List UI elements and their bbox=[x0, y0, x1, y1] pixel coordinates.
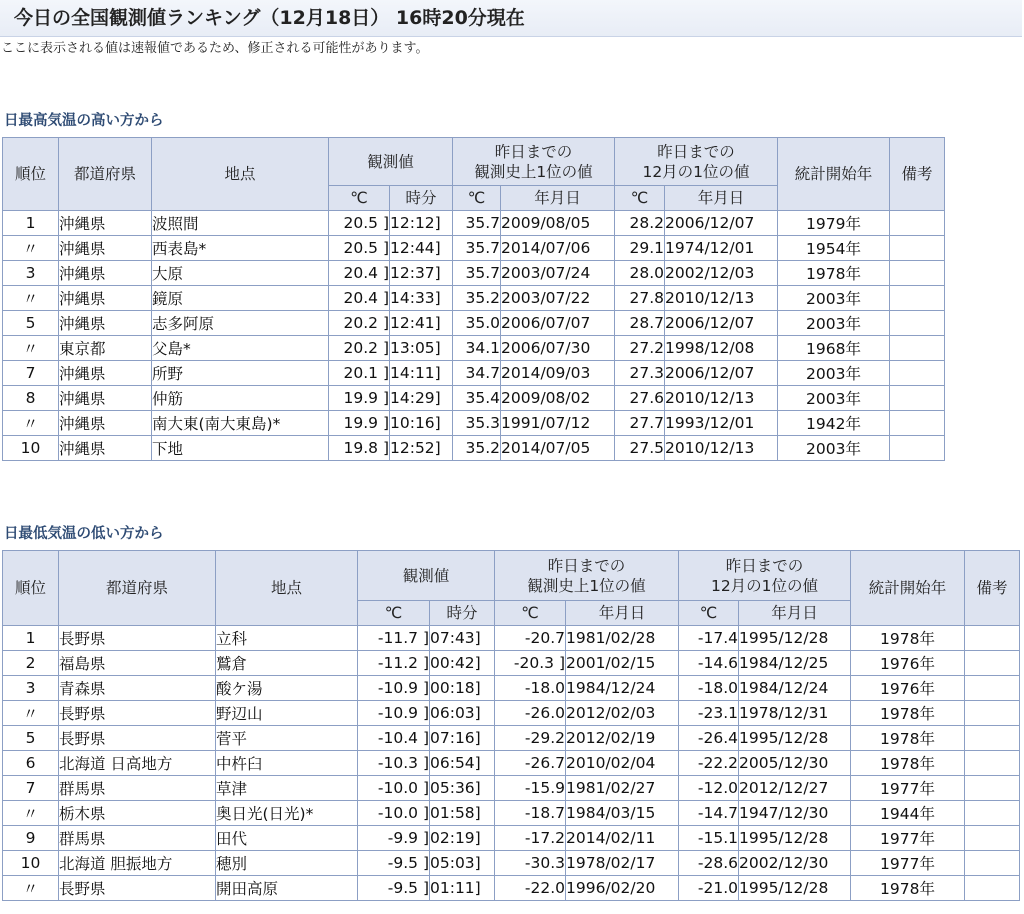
observed-time-cell: 12:52] bbox=[390, 436, 453, 461]
since-year-cell: 1976年 bbox=[851, 676, 965, 701]
observed-value-cell: -10.3 ] bbox=[358, 751, 430, 776]
header-all-date: 年月日 bbox=[501, 186, 615, 211]
since-year-cell: 1977年 bbox=[851, 776, 965, 801]
rank-cell: 10 bbox=[3, 851, 59, 876]
table-row bbox=[3, 676, 1020, 701]
observed-time-cell: 12:44] bbox=[390, 236, 453, 261]
record-all-date-cell: 1981/02/27 bbox=[566, 776, 679, 801]
record-month-value-cell: 28.0 bbox=[615, 261, 665, 286]
observed-time-cell: 02:19] bbox=[430, 826, 495, 851]
record-month-value-cell: -14.6 bbox=[679, 651, 739, 676]
record-all-value-cell: 34.7 bbox=[453, 361, 501, 386]
observed-time-cell: 06:54] bbox=[430, 751, 495, 776]
prefecture-cell: 長野県 bbox=[59, 701, 216, 726]
observed-value-cell: 20.4 ] bbox=[329, 286, 390, 311]
record-all-value-cell: -18.0 bbox=[495, 676, 566, 701]
since-year-cell: 1954年 bbox=[778, 236, 890, 261]
rank-cell: 9 bbox=[3, 826, 59, 851]
rank-cell: 5 bbox=[3, 726, 59, 751]
remarks-cell bbox=[890, 361, 945, 386]
observed-time-cell: 13:05] bbox=[390, 336, 453, 361]
rank-cell: 3 bbox=[3, 261, 59, 286]
record-month-value-cell: -17.4 bbox=[679, 626, 739, 651]
table-row bbox=[3, 801, 1020, 826]
record-month-value-cell: -26.4 bbox=[679, 726, 739, 751]
record-all-value-cell: 34.1 bbox=[453, 336, 501, 361]
record-all-date-cell: 1981/02/28 bbox=[566, 626, 679, 651]
rank-cell: 3 bbox=[3, 676, 59, 701]
record-month-value-cell: -21.0 bbox=[679, 876, 739, 901]
remarks-cell bbox=[890, 261, 945, 286]
prefecture-cell: 沖縄県 bbox=[59, 436, 152, 461]
table-row bbox=[3, 701, 1020, 726]
low-section-title: 日最低気温の低い方から bbox=[4, 526, 164, 542]
record-month-value-cell: -14.7 bbox=[679, 801, 739, 826]
rank-cell: 1 bbox=[3, 211, 59, 236]
header-month-date: 年月日 bbox=[739, 601, 851, 626]
record-month-value-cell: -28.6 bbox=[679, 851, 739, 876]
observed-value-cell: 20.1 ] bbox=[329, 361, 390, 386]
table-row bbox=[3, 626, 1020, 651]
header-observed: 観測値 bbox=[329, 138, 453, 186]
record-month-date-cell: 2005/12/30 bbox=[739, 751, 851, 776]
since-year-cell: 1942年 bbox=[778, 411, 890, 436]
record-all-value-cell: 35.4 bbox=[453, 386, 501, 411]
point-cell: 菅平 bbox=[216, 726, 358, 751]
record-month-date-cell: 1947/12/30 bbox=[739, 801, 851, 826]
record-all-value-cell: 35.7 bbox=[453, 236, 501, 261]
header-point: 地点 bbox=[216, 551, 358, 626]
observed-time-cell: 05:03] bbox=[430, 851, 495, 876]
record-month-date-cell: 2002/12/03 bbox=[665, 261, 778, 286]
observed-value-cell: -10.9 ] bbox=[358, 701, 430, 726]
record-month-date-cell: 1998/12/08 bbox=[665, 336, 778, 361]
remarks-cell bbox=[890, 236, 945, 261]
prefecture-cell: 群馬県 bbox=[59, 776, 216, 801]
rank-cell: 〃 bbox=[3, 411, 59, 436]
header-all-date: 年月日 bbox=[566, 601, 679, 626]
header-since: 統計開始年 bbox=[778, 138, 890, 211]
remarks-cell bbox=[890, 386, 945, 411]
rank-cell: 〃 bbox=[3, 701, 59, 726]
table-row bbox=[3, 751, 1020, 776]
record-all-value-cell: 35.3 bbox=[453, 411, 501, 436]
header-remarks: 備考 bbox=[965, 551, 1020, 626]
observed-value-cell: 20.2 ] bbox=[329, 336, 390, 361]
record-all-date-cell: 1978/02/17 bbox=[566, 851, 679, 876]
header-obs-deg: ℃ bbox=[329, 186, 390, 211]
rank-cell: 6 bbox=[3, 751, 59, 776]
record-all-value-cell: -26.7 bbox=[495, 751, 566, 776]
header-prefecture: 都道府県 bbox=[59, 138, 152, 211]
rank-cell: 8 bbox=[3, 386, 59, 411]
point-cell: 草津 bbox=[216, 776, 358, 801]
observed-time-cell: 12:37] bbox=[390, 261, 453, 286]
record-month-date-cell: 2006/12/07 bbox=[665, 211, 778, 236]
record-all-value-cell: -22.0 bbox=[495, 876, 566, 901]
record-all-value-cell: 35.7 bbox=[453, 261, 501, 286]
point-cell: 波照間 bbox=[152, 211, 329, 236]
record-all-date-cell: 2009/08/02 bbox=[501, 386, 615, 411]
table-row bbox=[3, 651, 1020, 676]
point-cell: 奥日光(日光)* bbox=[216, 801, 358, 826]
observed-value-cell: -10.0 ] bbox=[358, 776, 430, 801]
since-year-cell: 2003年 bbox=[778, 436, 890, 461]
observed-time-cell: 14:29] bbox=[390, 386, 453, 411]
header-record-month: 昨日までの 12月の1位の値 bbox=[679, 551, 851, 601]
observed-time-cell: 00:18] bbox=[430, 676, 495, 701]
record-month-date-cell: 1995/12/28 bbox=[739, 876, 851, 901]
record-month-value-cell: 27.3 bbox=[615, 361, 665, 386]
record-all-date-cell: 2003/07/22 bbox=[501, 286, 615, 311]
observed-time-cell: 14:33] bbox=[390, 286, 453, 311]
prefecture-cell: 沖縄県 bbox=[59, 236, 152, 261]
observed-time-cell: 14:11] bbox=[390, 361, 453, 386]
observed-value-cell: 20.5 ] bbox=[329, 211, 390, 236]
table-row bbox=[3, 336, 945, 361]
prefecture-cell: 福島県 bbox=[59, 651, 216, 676]
record-month-value-cell: -23.1 bbox=[679, 701, 739, 726]
record-month-value-cell: -22.2 bbox=[679, 751, 739, 776]
since-year-cell: 2003年 bbox=[778, 286, 890, 311]
observed-value-cell: -11.2 ] bbox=[358, 651, 430, 676]
header-prefecture: 都道府県 bbox=[59, 551, 216, 626]
observed-value-cell: -11.7 ] bbox=[358, 626, 430, 651]
record-all-date-cell: 1984/12/24 bbox=[566, 676, 679, 701]
since-year-cell: 1977年 bbox=[851, 826, 965, 851]
observed-value-cell: -9.5 ] bbox=[358, 851, 430, 876]
prefecture-cell: 沖縄県 bbox=[59, 286, 152, 311]
prefecture-cell: 栃木県 bbox=[59, 801, 216, 826]
record-all-date-cell: 2014/09/03 bbox=[501, 361, 615, 386]
observed-value-cell: 20.5 ] bbox=[329, 236, 390, 261]
observed-value-cell: 19.9 ] bbox=[329, 411, 390, 436]
point-cell: 父島* bbox=[152, 336, 329, 361]
record-month-date-cell: 1993/12/01 bbox=[665, 411, 778, 436]
prefecture-cell: 長野県 bbox=[59, 626, 216, 651]
observed-time-cell: 07:16] bbox=[430, 726, 495, 751]
rank-cell: 〃 bbox=[3, 801, 59, 826]
record-month-value-cell: -12.0 bbox=[679, 776, 739, 801]
observed-time-cell: 00:42] bbox=[430, 651, 495, 676]
since-year-cell: 1968年 bbox=[778, 336, 890, 361]
record-all-date-cell: 2012/02/19 bbox=[566, 726, 679, 751]
remarks-cell bbox=[965, 876, 1020, 901]
remarks-cell bbox=[965, 751, 1020, 776]
table-row bbox=[3, 261, 945, 286]
record-all-date-cell: 2006/07/30 bbox=[501, 336, 615, 361]
observed-time-cell: 07:43] bbox=[430, 626, 495, 651]
header-month-date: 年月日 bbox=[665, 186, 778, 211]
point-cell: 開田高原 bbox=[216, 876, 358, 901]
table-row bbox=[3, 436, 945, 461]
table-row bbox=[3, 851, 1020, 876]
record-all-date-cell: 1984/03/15 bbox=[566, 801, 679, 826]
table-row bbox=[3, 386, 945, 411]
record-month-date-cell: 1995/12/28 bbox=[739, 726, 851, 751]
record-all-date-cell: 2012/02/03 bbox=[566, 701, 679, 726]
rank-cell: 1 bbox=[3, 626, 59, 651]
high-section-title: 日最高気温の高い方から bbox=[4, 113, 164, 129]
notice-text: ここに表示される値は速報値であるため、修正される可能性があります。 bbox=[1, 41, 429, 56]
header-all-deg: ℃ bbox=[453, 186, 501, 211]
table-row bbox=[3, 726, 1020, 751]
record-month-date-cell: 1984/12/25 bbox=[739, 651, 851, 676]
prefecture-cell: 沖縄県 bbox=[59, 386, 152, 411]
observed-value-cell: 20.4 ] bbox=[329, 261, 390, 286]
record-month-value-cell: -15.1 bbox=[679, 826, 739, 851]
record-month-date-cell: 1995/12/28 bbox=[739, 826, 851, 851]
table-row bbox=[3, 236, 945, 261]
record-month-value-cell: 27.2 bbox=[615, 336, 665, 361]
record-month-date-cell: 2010/12/13 bbox=[665, 386, 778, 411]
rank-cell: 〃 bbox=[3, 286, 59, 311]
since-year-cell: 1978年 bbox=[851, 876, 965, 901]
table-row bbox=[3, 876, 1020, 901]
rank-cell: 5 bbox=[3, 311, 59, 336]
remarks-cell bbox=[965, 676, 1020, 701]
remarks-cell bbox=[890, 336, 945, 361]
remarks-cell bbox=[965, 826, 1020, 851]
observed-time-cell: 01:11] bbox=[430, 876, 495, 901]
record-month-date-cell: 1984/12/24 bbox=[739, 676, 851, 701]
header-observed: 観測値 bbox=[358, 551, 495, 601]
point-cell: 穂別 bbox=[216, 851, 358, 876]
record-all-date-cell: 1996/02/20 bbox=[566, 876, 679, 901]
observed-time-cell: 12:12] bbox=[390, 211, 453, 236]
low-temp-ranking-table bbox=[2, 550, 1020, 901]
record-all-date-cell: 2006/07/07 bbox=[501, 311, 615, 336]
observed-value-cell: -10.0 ] bbox=[358, 801, 430, 826]
rank-cell: 〃 bbox=[3, 236, 59, 261]
remarks-cell bbox=[965, 651, 1020, 676]
observed-value-cell: -9.5 ] bbox=[358, 876, 430, 901]
record-all-value-cell: -18.7 bbox=[495, 801, 566, 826]
record-all-value-cell: 35.2 bbox=[453, 286, 501, 311]
since-year-cell: 1978年 bbox=[851, 701, 965, 726]
rank-cell: 10 bbox=[3, 436, 59, 461]
remarks-cell bbox=[965, 626, 1020, 651]
header-since: 統計開始年 bbox=[851, 551, 965, 626]
record-all-date-cell: 2001/02/15 bbox=[566, 651, 679, 676]
page-title: 今日の全国観測値ランキング（12月18日） 16時20分現在 bbox=[0, 0, 1022, 37]
observed-time-cell: 01:58] bbox=[430, 801, 495, 826]
high-table-body bbox=[3, 211, 945, 461]
record-all-date-cell: 2014/07/05 bbox=[501, 436, 615, 461]
prefecture-cell: 東京都 bbox=[59, 336, 152, 361]
table-row bbox=[3, 211, 945, 236]
point-cell: 下地 bbox=[152, 436, 329, 461]
record-month-date-cell: 1995/12/28 bbox=[739, 626, 851, 651]
header-month-deg: ℃ bbox=[615, 186, 665, 211]
record-month-value-cell: 27.7 bbox=[615, 411, 665, 436]
record-all-value-cell: -15.9 bbox=[495, 776, 566, 801]
observed-value-cell: -9.9 ] bbox=[358, 826, 430, 851]
record-all-value-cell: -20.3 ] bbox=[495, 651, 566, 676]
record-month-date-cell: 2006/12/07 bbox=[665, 311, 778, 336]
record-month-value-cell: 28.7 bbox=[615, 311, 665, 336]
remarks-cell bbox=[965, 851, 1020, 876]
record-month-date-cell: 2002/12/30 bbox=[739, 851, 851, 876]
header-obs-deg: ℃ bbox=[358, 601, 430, 626]
point-cell: 田代 bbox=[216, 826, 358, 851]
prefecture-cell: 沖縄県 bbox=[59, 211, 152, 236]
remarks-cell bbox=[965, 701, 1020, 726]
record-all-date-cell: 2003/07/24 bbox=[501, 261, 615, 286]
remarks-cell bbox=[890, 411, 945, 436]
table-row bbox=[3, 776, 1020, 801]
record-all-date-cell: 2009/08/05 bbox=[501, 211, 615, 236]
header-rank: 順位 bbox=[3, 138, 59, 211]
rank-cell: 〃 bbox=[3, 336, 59, 361]
high-temp-ranking-table bbox=[2, 137, 945, 461]
header-month-deg: ℃ bbox=[679, 601, 739, 626]
observed-time-cell: 06:03] bbox=[430, 701, 495, 726]
table-row bbox=[3, 411, 945, 436]
prefecture-cell: 群馬県 bbox=[59, 826, 216, 851]
prefecture-cell: 沖縄県 bbox=[59, 361, 152, 386]
observed-value-cell: -10.9 ] bbox=[358, 676, 430, 701]
header-remarks: 備考 bbox=[890, 138, 945, 211]
since-year-cell: 1976年 bbox=[851, 651, 965, 676]
record-month-date-cell: 2006/12/07 bbox=[665, 361, 778, 386]
record-month-value-cell: -18.0 bbox=[679, 676, 739, 701]
since-year-cell: 1978年 bbox=[851, 726, 965, 751]
prefecture-cell: 沖縄県 bbox=[59, 411, 152, 436]
record-month-value-cell: 27.5 bbox=[615, 436, 665, 461]
record-all-date-cell: 1991/07/12 bbox=[501, 411, 615, 436]
observed-time-cell: 05:36] bbox=[430, 776, 495, 801]
record-all-value-cell: -29.2 bbox=[495, 726, 566, 751]
record-month-date-cell: 2010/12/13 bbox=[665, 436, 778, 461]
since-year-cell: 1944年 bbox=[851, 801, 965, 826]
record-all-date-cell: 2014/07/06 bbox=[501, 236, 615, 261]
header-all-deg: ℃ bbox=[495, 601, 566, 626]
observed-value-cell: 19.8 ] bbox=[329, 436, 390, 461]
record-month-date-cell: 2010/12/13 bbox=[665, 286, 778, 311]
point-cell: 野辺山 bbox=[216, 701, 358, 726]
record-month-date-cell: 2012/12/27 bbox=[739, 776, 851, 801]
prefecture-cell: 北海道 日高地方 bbox=[59, 751, 216, 776]
remarks-cell bbox=[965, 726, 1020, 751]
prefecture-cell: 長野県 bbox=[59, 726, 216, 751]
rank-cell: 7 bbox=[3, 776, 59, 801]
table-row bbox=[3, 826, 1020, 851]
rank-cell: 7 bbox=[3, 361, 59, 386]
point-cell: 中杵臼 bbox=[216, 751, 358, 776]
observed-value-cell: 19.9 ] bbox=[329, 386, 390, 411]
remarks-cell bbox=[965, 776, 1020, 801]
rank-cell: 2 bbox=[3, 651, 59, 676]
observed-time-cell: 10:16] bbox=[390, 411, 453, 436]
point-cell: 鏡原 bbox=[152, 286, 329, 311]
record-all-value-cell: -30.3 bbox=[495, 851, 566, 876]
point-cell: 西表島* bbox=[152, 236, 329, 261]
table-row bbox=[3, 361, 945, 386]
record-all-value-cell: -17.2 bbox=[495, 826, 566, 851]
since-year-cell: 1978年 bbox=[851, 751, 965, 776]
record-month-value-cell: 28.2 bbox=[615, 211, 665, 236]
since-year-cell: 1977年 bbox=[851, 851, 965, 876]
point-cell: 大原 bbox=[152, 261, 329, 286]
prefecture-cell: 北海道 胆振地方 bbox=[59, 851, 216, 876]
remarks-cell bbox=[890, 311, 945, 336]
header-record-all: 昨日までの 観測史上1位の値 bbox=[453, 138, 615, 186]
point-cell: 南大東(南大東島)* bbox=[152, 411, 329, 436]
remarks-cell bbox=[890, 436, 945, 461]
record-month-value-cell: 29.1 bbox=[615, 236, 665, 261]
point-cell: 立科 bbox=[216, 626, 358, 651]
prefecture-cell: 沖縄県 bbox=[59, 311, 152, 336]
record-all-value-cell: 35.2 bbox=[453, 436, 501, 461]
point-cell: 鷲倉 bbox=[216, 651, 358, 676]
header-record-all: 昨日までの 観測史上1位の値 bbox=[495, 551, 679, 601]
since-year-cell: 2003年 bbox=[778, 386, 890, 411]
since-year-cell: 2003年 bbox=[778, 361, 890, 386]
record-all-date-cell: 2014/02/11 bbox=[566, 826, 679, 851]
point-cell: 志多阿原 bbox=[152, 311, 329, 336]
since-year-cell: 1978年 bbox=[851, 626, 965, 651]
prefecture-cell: 長野県 bbox=[59, 876, 216, 901]
prefecture-cell: 青森県 bbox=[59, 676, 216, 701]
rank-cell: 〃 bbox=[3, 876, 59, 901]
record-month-value-cell: 27.8 bbox=[615, 286, 665, 311]
record-all-date-cell: 2010/02/04 bbox=[566, 751, 679, 776]
record-all-value-cell: 35.0 bbox=[453, 311, 501, 336]
table-row bbox=[3, 311, 945, 336]
record-all-value-cell: -20.7 bbox=[495, 626, 566, 651]
observed-value-cell: 20.2 ] bbox=[329, 311, 390, 336]
since-year-cell: 1979年 bbox=[778, 211, 890, 236]
observed-value-cell: -10.4 ] bbox=[358, 726, 430, 751]
header-obs-time: 時分 bbox=[390, 186, 453, 211]
header-rank: 順位 bbox=[3, 551, 59, 626]
record-all-value-cell: 35.7 bbox=[453, 211, 501, 236]
since-year-cell: 1978年 bbox=[778, 261, 890, 286]
record-month-date-cell: 1978/12/31 bbox=[739, 701, 851, 726]
record-month-date-cell: 1974/12/01 bbox=[665, 236, 778, 261]
point-cell: 所野 bbox=[152, 361, 329, 386]
header-obs-time: 時分 bbox=[430, 601, 495, 626]
table-row bbox=[3, 286, 945, 311]
point-cell: 酸ケ湯 bbox=[216, 676, 358, 701]
point-cell: 仲筋 bbox=[152, 386, 329, 411]
remarks-cell bbox=[965, 801, 1020, 826]
low-table-body bbox=[3, 626, 1020, 901]
remarks-cell bbox=[890, 286, 945, 311]
since-year-cell: 2003年 bbox=[778, 311, 890, 336]
prefecture-cell: 沖縄県 bbox=[59, 261, 152, 286]
record-all-value-cell: -26.0 bbox=[495, 701, 566, 726]
remarks-cell bbox=[890, 211, 945, 236]
header-record-month: 昨日までの 12月の1位の値 bbox=[615, 138, 778, 186]
observed-time-cell: 12:41] bbox=[390, 311, 453, 336]
header-point: 地点 bbox=[152, 138, 329, 211]
record-month-value-cell: 27.6 bbox=[615, 386, 665, 411]
